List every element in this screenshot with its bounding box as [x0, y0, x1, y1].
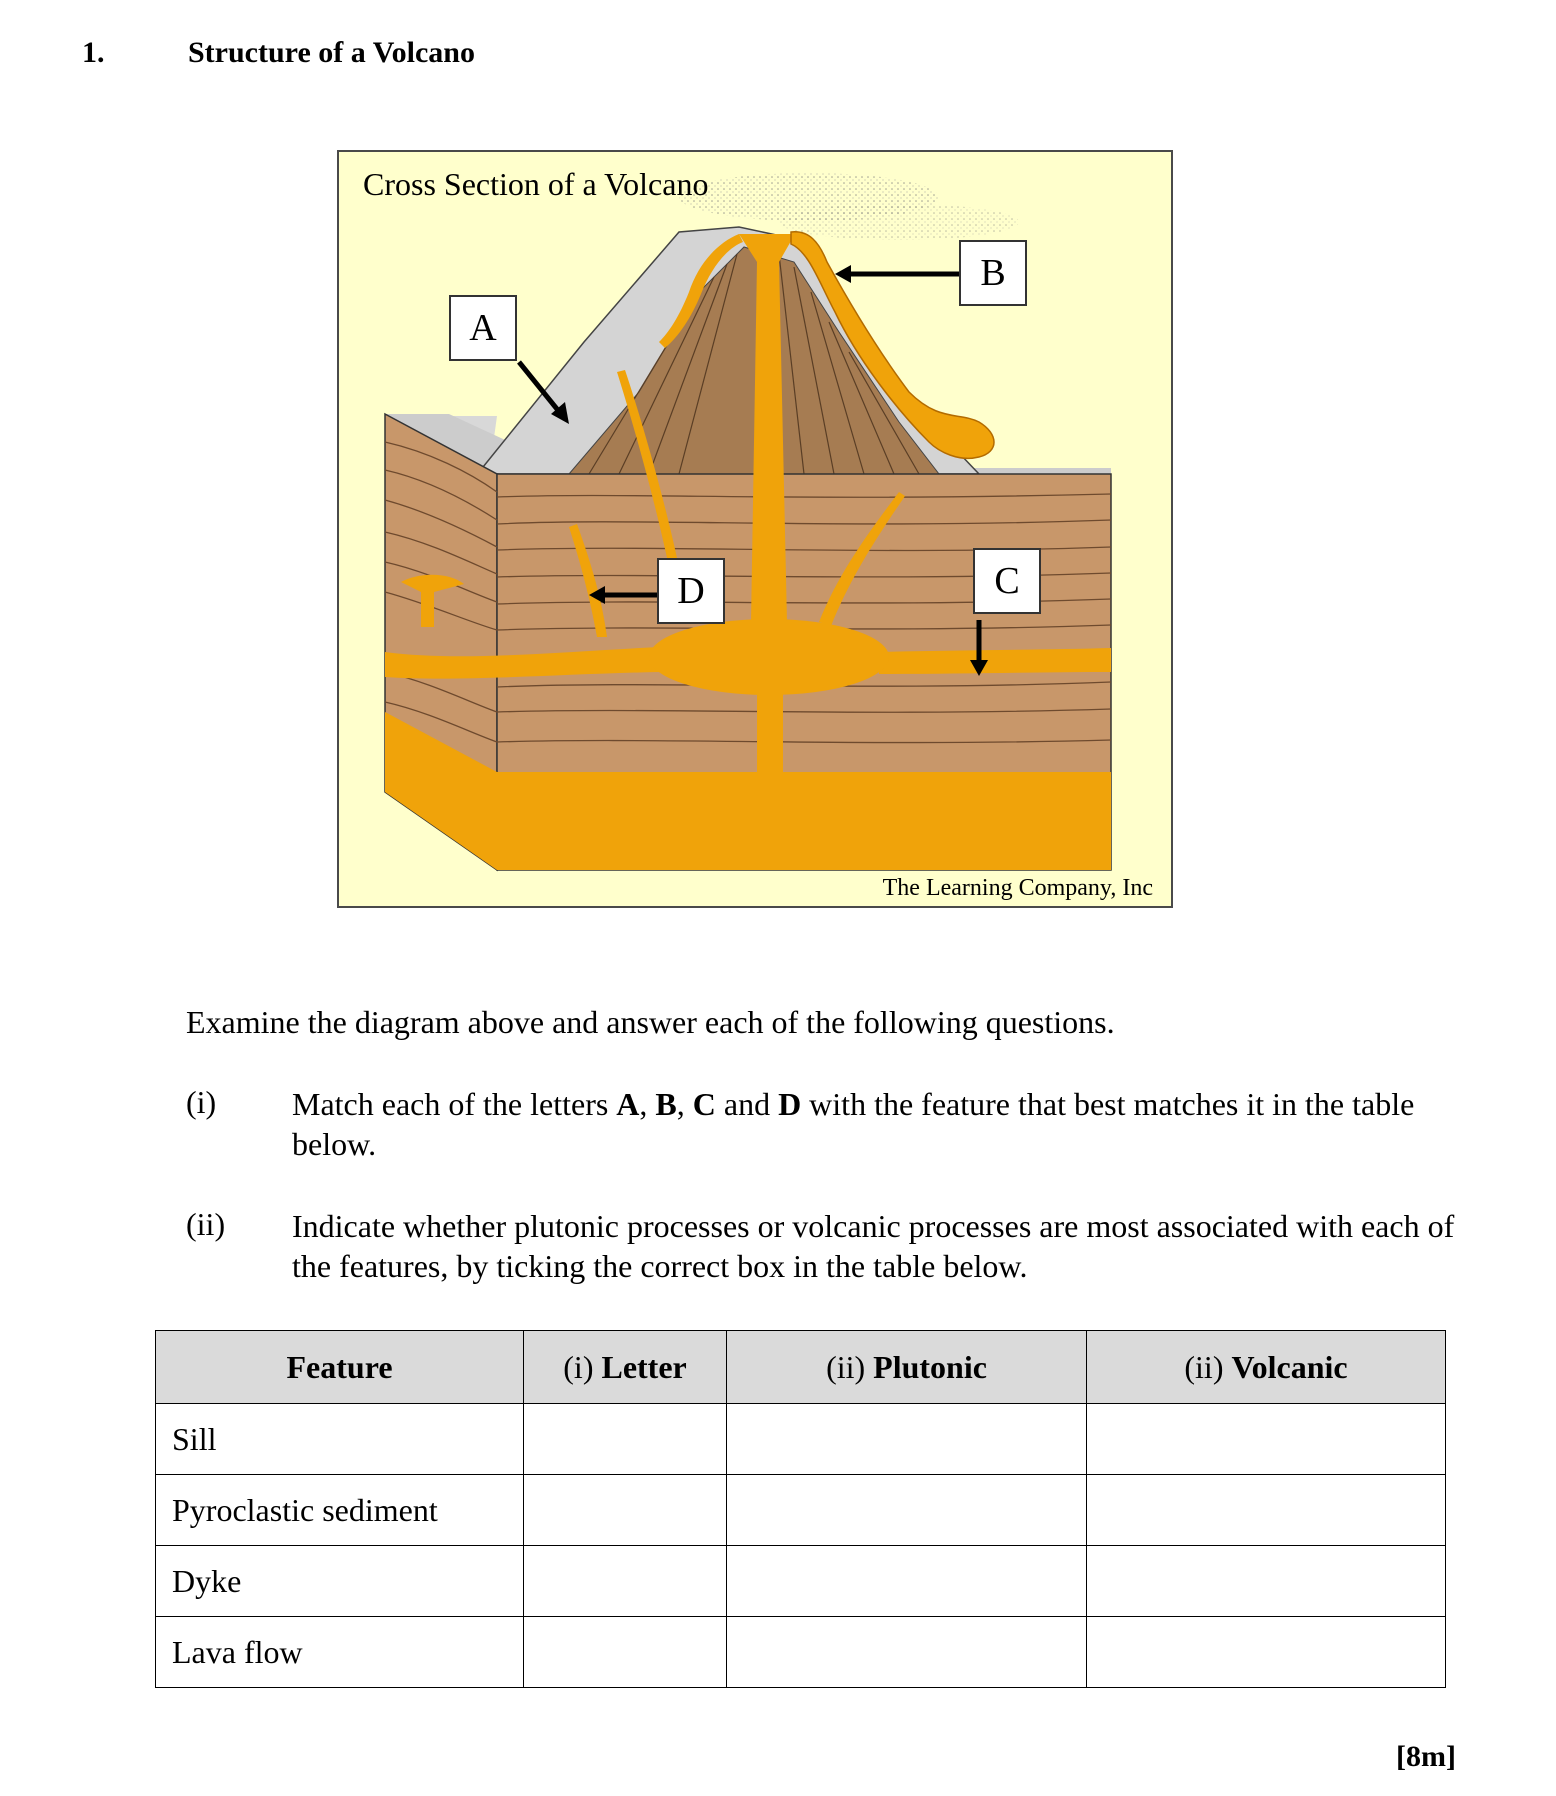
table-header-row	[156, 1331, 1446, 1404]
feature-cell: Sill	[156, 1404, 524, 1475]
feature-cell: Dyke	[156, 1546, 524, 1617]
magma-layer	[497, 772, 1111, 870]
feature-cell: Pyroclastic sediment	[156, 1475, 524, 1546]
table-row	[156, 1404, 1446, 1475]
instructions: Examine the diagram above and answer each of the following questions.	[186, 1004, 1115, 1040]
label-b: B	[959, 240, 1027, 306]
question-title: Structure of a Volcano	[188, 36, 475, 69]
letter-answer-cell[interactable]	[524, 1475, 727, 1546]
label-d: D	[657, 558, 725, 624]
volcanic-tick-cell[interactable]	[1087, 1404, 1446, 1475]
part-i-text: Match each of the letters A, B, C and D with the feature that best matches it in the table below.	[292, 1086, 1415, 1162]
header-letter: (i) Letter	[524, 1331, 727, 1404]
table-row	[156, 1617, 1446, 1688]
plutonic-tick-cell[interactable]	[727, 1404, 1087, 1475]
label-c: C	[973, 548, 1041, 614]
volcanic-tick-cell[interactable]	[1087, 1546, 1446, 1617]
plutonic-tick-cell[interactable]	[727, 1475, 1087, 1546]
header-feature: Feature	[156, 1331, 524, 1404]
header-volcanic: (ii) Volcanic	[1087, 1331, 1446, 1404]
question-number: 1.	[82, 36, 105, 69]
figure-title: Cross Section of a Volcano	[363, 166, 709, 202]
table-row	[156, 1475, 1446, 1546]
figure-credit: The Learning Company, Inc	[882, 875, 1153, 901]
part-ii-text: Indicate whether plutonic processes or volcanic processes are most associated with each of the features, by ticking the correct box in the table below.	[292, 1208, 1455, 1284]
volcanic-tick-cell[interactable]	[1087, 1475, 1446, 1546]
marks-total: [8m]	[1396, 1740, 1456, 1773]
letter-answer-cell[interactable]	[524, 1546, 727, 1617]
volcano-figure	[337, 150, 1173, 908]
answer-table	[155, 1330, 1446, 1688]
volcanic-tick-cell[interactable]	[1087, 1617, 1446, 1688]
letter-answer-cell[interactable]	[524, 1404, 727, 1475]
part-ii-number: (ii)	[186, 1206, 226, 1242]
part-i-number: (i)	[186, 1084, 217, 1120]
feature-cell: Lava flow	[156, 1617, 524, 1688]
letter-answer-cell[interactable]	[524, 1617, 727, 1688]
ash-plume-trail	[779, 204, 1019, 240]
label-a: A	[449, 295, 517, 361]
header-plutonic: (ii) Plutonic	[727, 1331, 1087, 1404]
plutonic-tick-cell[interactable]	[727, 1617, 1087, 1688]
plutonic-tick-cell[interactable]	[727, 1546, 1087, 1617]
table-row	[156, 1546, 1446, 1617]
volcano-cross-section-diagram	[339, 152, 1173, 908]
